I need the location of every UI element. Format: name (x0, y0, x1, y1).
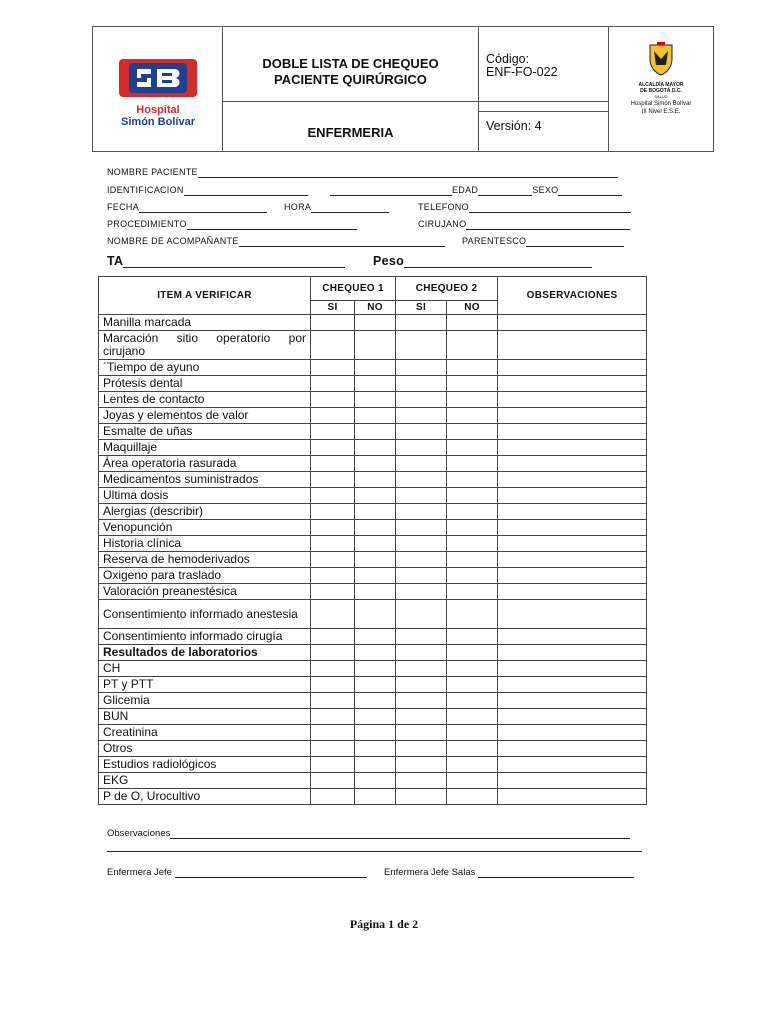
item-label: Otros (99, 741, 311, 757)
cell-observaciones[interactable] (498, 376, 647, 392)
input-line[interactable] (469, 203, 631, 213)
table-row (99, 661, 647, 677)
table-row (99, 789, 647, 805)
field-identificacion (107, 185, 308, 196)
cell-check2-si[interactable] (396, 504, 447, 520)
header-item: ITEM A VERIFICAR (99, 277, 311, 315)
item-label: Manilla marcada (99, 315, 311, 331)
cell-observaciones[interactable] (498, 709, 647, 725)
item-label: Venopunción (99, 520, 311, 536)
item-label: Prótesis dental (99, 376, 311, 392)
cell-check2-no[interactable] (447, 536, 498, 552)
table-row (99, 741, 647, 757)
cell-check1-no[interactable] (355, 392, 396, 408)
item-label: Reserva de hemoderivados (99, 552, 311, 568)
item-label: Historia clínica (99, 536, 311, 552)
cell-check1-no[interactable] (355, 645, 396, 661)
cell-check1-no[interactable] (355, 773, 396, 789)
table-row (99, 552, 647, 568)
header-divider (222, 101, 608, 102)
cell-check2-no[interactable] (447, 315, 498, 331)
cell-observaciones[interactable] (498, 488, 647, 504)
cell-check2-no[interactable] (447, 741, 498, 757)
cell-check1-si[interactable] (311, 440, 355, 456)
cell-check1-no[interactable] (355, 757, 396, 773)
cell-check2-si[interactable] (396, 661, 447, 677)
cell-observaciones[interactable] (498, 645, 647, 661)
cell-check2-no[interactable] (447, 408, 498, 424)
cell-check2-no[interactable] (447, 629, 498, 645)
cell-check2-no[interactable] (447, 488, 498, 504)
table-row (99, 315, 647, 331)
cell-check1-no[interactable] (355, 725, 396, 741)
table-row (99, 504, 647, 520)
cell-check1-si[interactable] (311, 789, 355, 805)
item-label: ´Tiempo de ayuno (99, 360, 311, 376)
label-fecha: FECHA (107, 202, 140, 212)
table-row (99, 600, 647, 629)
table-row (99, 392, 647, 408)
cell-check1-si[interactable] (311, 741, 355, 757)
cell-check1-si[interactable] (311, 456, 355, 472)
item-label: Marcación sitio operatorio por cirujano (99, 331, 311, 360)
table-row (99, 488, 647, 504)
table-row (99, 360, 647, 376)
label-parentesco: PARENTESCO (462, 236, 527, 246)
label-identificacion: IDENTIFICACION (107, 185, 184, 195)
item-label: Consentimiento informado anestesia (99, 600, 311, 629)
cell-check2-si[interactable] (396, 568, 447, 584)
input-line[interactable] (404, 255, 592, 268)
cell-check1-no[interactable] (355, 552, 396, 568)
cell-check1-si[interactable] (311, 552, 355, 568)
field-enfermera-jefe (107, 867, 367, 878)
cell-check2-no[interactable] (447, 568, 498, 584)
cell-check1-no[interactable] (355, 600, 396, 629)
cell-check2-no[interactable] (447, 392, 498, 408)
cell-check1-si[interactable] (311, 757, 355, 773)
input-line[interactable] (239, 237, 445, 247)
cell-check1-si[interactable] (311, 629, 355, 645)
hospital-logo (115, 57, 201, 127)
cell-check1-si[interactable] (311, 504, 355, 520)
seal-hospital-2: III Nivel E.S.E. (641, 109, 681, 115)
checklist-table (98, 276, 647, 805)
seal-hospital-1: Hospital Simón Bolívar (630, 101, 692, 107)
item-label: Oxigeno para traslado (99, 568, 311, 584)
input-line[interactable] (558, 186, 622, 196)
cell-check2-no[interactable] (447, 693, 498, 709)
cell-check2-si[interactable] (396, 440, 447, 456)
cell-observaciones[interactable] (498, 661, 647, 677)
field-acompanante (107, 236, 445, 247)
field-observaciones (107, 828, 630, 839)
label-ta: TA (107, 254, 124, 268)
label-procedimiento: PROCEDIMIENTO (107, 219, 187, 229)
label-peso: Peso (373, 254, 405, 268)
cell-check2-no[interactable] (447, 757, 498, 773)
table-row (99, 376, 647, 392)
label-observaciones: Observaciones (107, 828, 171, 839)
cell-check2-si[interactable] (396, 600, 447, 629)
cell-observaciones[interactable] (498, 789, 647, 805)
cell-check1-no[interactable] (355, 488, 396, 504)
input-line[interactable] (198, 168, 618, 178)
table-row (99, 456, 647, 472)
table-row (99, 536, 647, 552)
item-label: Creatinina (99, 725, 311, 741)
cell-check1-si[interactable] (311, 331, 355, 360)
label-nombre-paciente: NOMBRE PACIENTE (107, 167, 198, 177)
label-hora: HORA (284, 202, 312, 212)
cell-check2-si[interactable] (396, 584, 447, 600)
field-nombre-paciente (107, 167, 618, 178)
cell-check2-si[interactable] (396, 645, 447, 661)
cell-check1-no[interactable] (355, 360, 396, 376)
input-line[interactable] (139, 203, 267, 213)
cell-check1-no[interactable] (355, 536, 396, 552)
cell-observaciones[interactable] (498, 552, 647, 568)
cell-check2-no[interactable] (447, 645, 498, 661)
cell-check1-no[interactable] (355, 520, 396, 536)
document-title (223, 56, 478, 88)
cell-check2-no[interactable] (447, 600, 498, 629)
cell-observaciones[interactable] (498, 456, 647, 472)
signature-line[interactable] (478, 868, 634, 878)
title-line-2: PACIENTE QUIRÚRGICO (274, 72, 427, 87)
cell-check1-si[interactable] (311, 645, 355, 661)
cell-check2-no[interactable] (447, 376, 498, 392)
input-line[interactable] (187, 220, 357, 230)
cell-observaciones[interactable] (498, 472, 647, 488)
field-ta (107, 254, 345, 268)
table-row (99, 568, 647, 584)
item-label: Maquillaje (99, 440, 311, 456)
item-label: Área operatoria rasurada (99, 456, 311, 472)
label-enfermera-jefe: Enfermera Jefe (107, 867, 172, 878)
cell-check1-si[interactable] (311, 520, 355, 536)
label-telefono: TELEFONO (418, 202, 469, 212)
cell-check2-no[interactable] (447, 661, 498, 677)
cell-check1-si[interactable] (311, 488, 355, 504)
cell-check1-si[interactable] (311, 709, 355, 725)
cell-observaciones[interactable] (498, 725, 647, 741)
cell-check2-no[interactable] (447, 472, 498, 488)
field-enfermera-jefe-salas (384, 867, 634, 878)
cell-check1-si[interactable] (311, 472, 355, 488)
table-row (99, 584, 647, 600)
input-line[interactable] (170, 829, 630, 839)
item-label: P de O, Urocultivo (99, 789, 311, 805)
table-row (99, 629, 647, 645)
cell-check2-si[interactable] (396, 693, 447, 709)
cell-check2-si[interactable] (396, 456, 447, 472)
label-edad: EDAD (452, 185, 479, 195)
cell-observaciones[interactable] (498, 331, 647, 360)
cell-check2-si[interactable] (396, 725, 447, 741)
table-row (99, 693, 647, 709)
page-number: Página 1 de 2 (349, 917, 419, 931)
cell-check1-no[interactable] (355, 424, 396, 440)
input-line[interactable] (466, 220, 630, 230)
cell-check1-no[interactable] (355, 315, 396, 331)
label-sexo: SEXO (532, 185, 559, 195)
cell-check1-si[interactable] (311, 693, 355, 709)
header-si: SI (396, 301, 447, 315)
cell-check1-no[interactable] (355, 693, 396, 709)
item-label: Estudios radiológicos (99, 757, 311, 773)
logo-text-simon-bolivar: Simón Bolívar (121, 116, 195, 128)
cell-observaciones[interactable] (498, 584, 647, 600)
field-fecha (107, 202, 267, 213)
cell-observaciones[interactable] (498, 568, 647, 584)
cell-check2-si[interactable] (396, 789, 447, 805)
seal-text-3: SALUD (654, 94, 668, 99)
cell-check1-no[interactable] (355, 456, 396, 472)
cell-check1-no[interactable] (355, 661, 396, 677)
cell-check1-si[interactable] (311, 536, 355, 552)
cell-check1-si[interactable] (311, 677, 355, 693)
cell-observaciones[interactable] (498, 360, 647, 376)
table-row (99, 408, 647, 424)
observaciones-line-2[interactable] (107, 851, 642, 852)
item-label: Consentimiento informado cirugía (99, 629, 311, 645)
input-line[interactable] (526, 237, 624, 247)
label-cirujano: CIRUJANO (418, 219, 467, 229)
table-row (99, 677, 647, 693)
label-enfermera-jefe-salas: Enfermera Jefe Salas (384, 867, 476, 878)
header-divider (478, 111, 608, 112)
cell-check2-no[interactable] (447, 331, 498, 360)
field-procedimiento (107, 219, 357, 230)
table-row (99, 472, 647, 488)
coat-of-arms-icon (646, 41, 676, 77)
field-cirujano (418, 219, 630, 230)
cell-check2-no[interactable] (447, 360, 498, 376)
cell-check1-si[interactable] (311, 600, 355, 629)
cell-check2-no[interactable] (447, 520, 498, 536)
cell-check2-si[interactable] (396, 472, 447, 488)
item-label: CH (99, 661, 311, 677)
header-observaciones: OBSERVACIONES (498, 277, 647, 315)
cell-check1-no[interactable] (355, 504, 396, 520)
item-label: EKG (99, 773, 311, 789)
cell-check2-si[interactable] (396, 677, 447, 693)
cell-observaciones[interactable] (498, 408, 647, 424)
cell-check1-si[interactable] (311, 315, 355, 331)
item-label: Joyas y elementos de valor (99, 408, 311, 424)
cell-check1-no[interactable] (355, 331, 396, 360)
cell-check2-no[interactable] (447, 552, 498, 568)
item-label: Ultima dosis (99, 488, 311, 504)
field-peso (373, 254, 592, 268)
header-si: SI (311, 301, 355, 315)
header-check1: CHEQUEO 1 (311, 277, 396, 301)
cell-check1-no[interactable] (355, 472, 396, 488)
field-edad (330, 185, 622, 196)
logo-text-hospital: Hospital (136, 104, 180, 116)
table-row (99, 331, 647, 360)
cell-check1-si[interactable] (311, 568, 355, 584)
cell-check1-no[interactable] (355, 440, 396, 456)
cell-observaciones[interactable] (498, 536, 647, 552)
item-label: Valoración preanestésica (99, 584, 311, 600)
cell-check1-no[interactable] (355, 408, 396, 424)
cell-check2-si[interactable] (396, 488, 447, 504)
field-telefono (418, 202, 631, 213)
cell-observaciones[interactable] (498, 677, 647, 693)
cell-check2-no[interactable] (447, 773, 498, 789)
signature-line[interactable] (175, 868, 367, 878)
cell-check1-si[interactable] (311, 392, 355, 408)
cell-check1-si[interactable] (311, 661, 355, 677)
header-check2: CHEQUEO 2 (396, 277, 498, 301)
label-acompanante: NOMBRE DE ACOMPAÑANTE (107, 236, 239, 246)
bogota-seal (613, 41, 709, 131)
cell-check2-no[interactable] (447, 504, 498, 520)
cell-observaciones[interactable] (498, 440, 647, 456)
cell-observaciones[interactable] (498, 629, 647, 645)
seal-text-2: DE BOGOTÁ D.C. (640, 88, 682, 94)
header-no: NO (355, 301, 396, 315)
cell-observaciones[interactable] (498, 315, 647, 331)
input-line[interactable] (184, 186, 308, 196)
header-divider (608, 27, 609, 151)
item-label: Glicemia (99, 693, 311, 709)
department-label: ENFERMERIA (307, 125, 394, 140)
cell-check2-si[interactable] (396, 376, 447, 392)
table-row (99, 520, 647, 536)
title-line-1: DOBLE LISTA DE CHEQUEO (262, 56, 439, 71)
cell-observaciones[interactable] (498, 600, 647, 629)
item-label: Esmalte de uñas (99, 424, 311, 440)
cell-observaciones[interactable] (498, 757, 647, 773)
cell-check1-no[interactable] (355, 584, 396, 600)
cell-check2-si[interactable] (396, 424, 447, 440)
table-row (99, 645, 647, 661)
item-label: BUN (99, 709, 311, 725)
cell-check1-si[interactable] (311, 773, 355, 789)
cell-check2-no[interactable] (447, 424, 498, 440)
cell-check1-no[interactable] (355, 789, 396, 805)
version-label: Versión: 4 (486, 119, 542, 133)
cell-check2-si[interactable] (396, 331, 447, 360)
cell-check2-si[interactable] (396, 520, 447, 536)
cell-check1-no[interactable] (355, 741, 396, 757)
cell-check2-si[interactable] (396, 773, 447, 789)
cell-observaciones[interactable] (498, 424, 647, 440)
cell-observaciones[interactable] (498, 392, 647, 408)
header-no: NO (447, 301, 498, 315)
field-parentesco (462, 236, 624, 247)
input-line[interactable] (330, 186, 452, 196)
cell-check1-no[interactable] (355, 568, 396, 584)
cell-observaciones[interactable] (498, 693, 647, 709)
cell-check2-si[interactable] (396, 757, 447, 773)
cell-check1-si[interactable] (311, 360, 355, 376)
table-row (99, 773, 647, 789)
cell-observaciones[interactable] (498, 773, 647, 789)
cell-check1-si[interactable] (311, 424, 355, 440)
cell-check2-no[interactable] (447, 789, 498, 805)
cell-check2-si[interactable] (396, 315, 447, 331)
cell-check1-no[interactable] (355, 677, 396, 693)
cell-check2-no[interactable] (447, 456, 498, 472)
item-label: Resultados de laboratorios (99, 645, 311, 661)
table-row (99, 709, 647, 725)
seal-text-1: ALCALDÍA MAYOR (638, 82, 684, 88)
item-label: Lentes de contacto (99, 392, 311, 408)
table-row (99, 424, 647, 440)
input-line[interactable] (123, 255, 345, 268)
cell-check2-no[interactable] (447, 709, 498, 725)
item-label: Alergias (describir) (99, 504, 311, 520)
document-header (92, 26, 714, 152)
checklist-body (99, 315, 647, 805)
table-row (99, 725, 647, 741)
code-value: ENF-FO-022 (486, 65, 558, 79)
cell-check2-si[interactable] (396, 741, 447, 757)
cell-check2-si[interactable] (396, 709, 447, 725)
cell-check2-no[interactable] (447, 440, 498, 456)
cell-check2-si[interactable] (396, 360, 447, 376)
cell-observaciones[interactable] (498, 504, 647, 520)
field-hora (284, 202, 389, 213)
item-label: PT y PTT (99, 677, 311, 693)
cell-check1-si[interactable] (311, 725, 355, 741)
code-label: Código: (486, 52, 530, 66)
cell-check1-si[interactable] (311, 408, 355, 424)
hospital-logo-icon (115, 57, 201, 99)
cell-check2-si[interactable] (396, 408, 447, 424)
cell-check1-no[interactable] (355, 376, 396, 392)
cell-check1-no[interactable] (355, 709, 396, 725)
cell-check1-no[interactable] (355, 629, 396, 645)
cell-check1-si[interactable] (311, 584, 355, 600)
cell-check2-no[interactable] (447, 677, 498, 693)
table-row (99, 440, 647, 456)
item-label: Medicamentos suministrados (99, 472, 311, 488)
cell-check2-si[interactable] (396, 536, 447, 552)
header-divider (478, 27, 479, 151)
cell-check2-si[interactable] (396, 552, 447, 568)
cell-observaciones[interactable] (498, 520, 647, 536)
cell-check2-si[interactable] (396, 392, 447, 408)
cell-observaciones[interactable] (498, 741, 647, 757)
cell-check1-si[interactable] (311, 376, 355, 392)
cell-check2-si[interactable] (396, 629, 447, 645)
cell-check2-no[interactable] (447, 725, 498, 741)
input-line[interactable] (311, 203, 389, 213)
table-row (99, 757, 647, 773)
input-line[interactable] (478, 186, 532, 196)
cell-check2-no[interactable] (447, 584, 498, 600)
